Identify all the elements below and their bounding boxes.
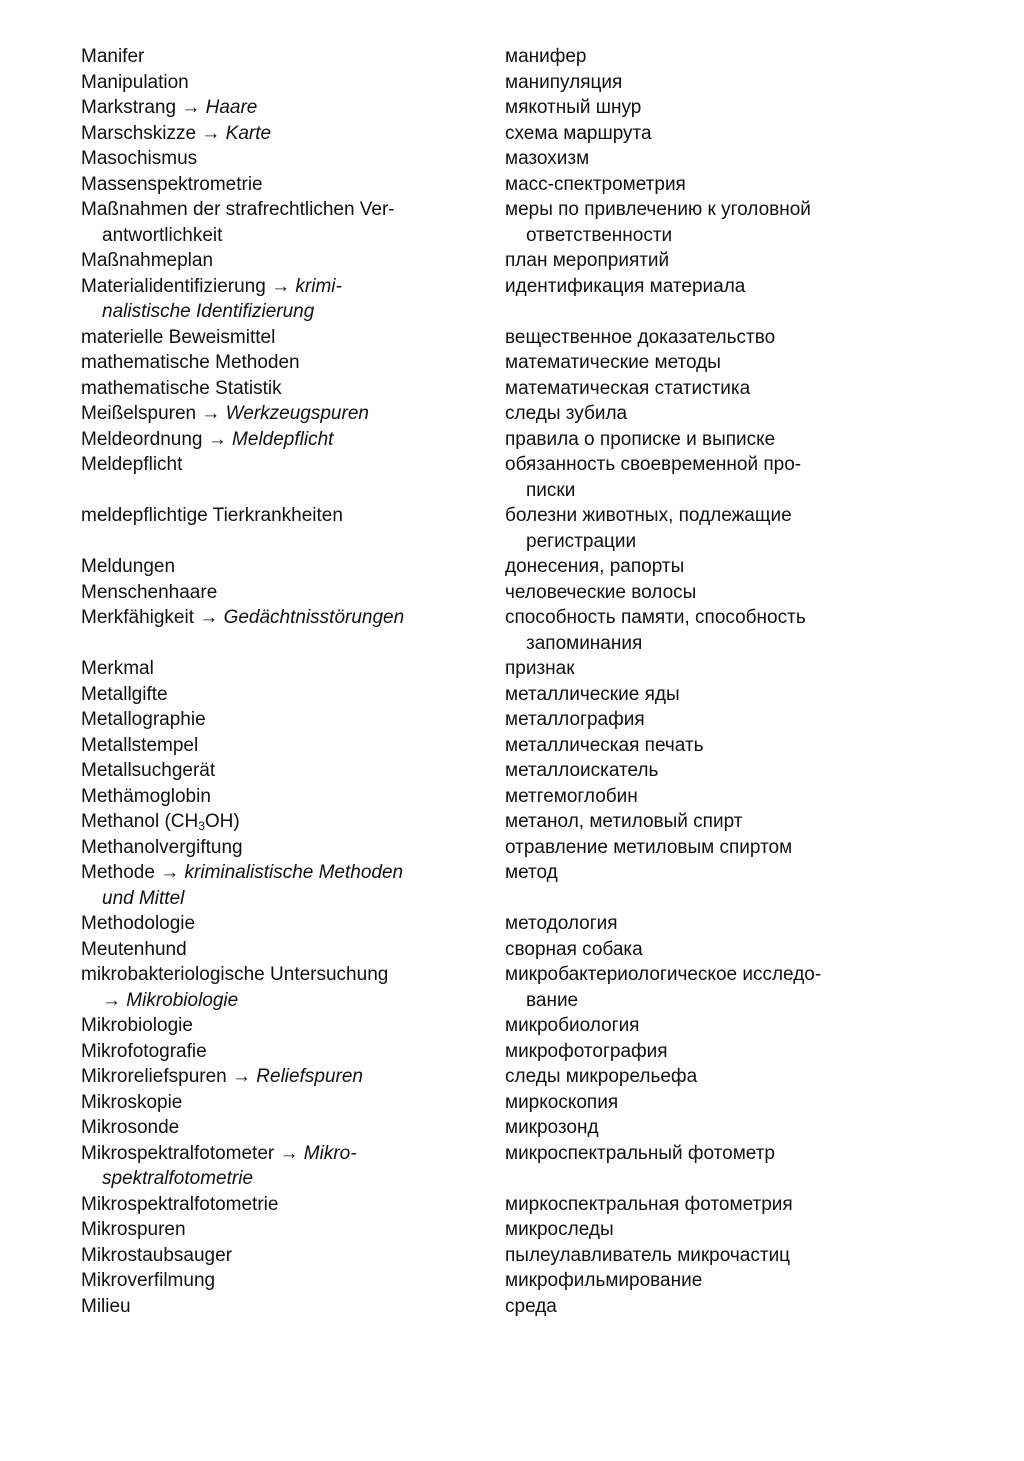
german-term: meldepflichtige Tierkrankheiten — [81, 505, 343, 526]
russian-entry — [505, 197, 885, 248]
german-term: Meißelspuren → Werkzeugspuren — [81, 403, 369, 424]
german-entry — [81, 1192, 461, 1218]
russian-translation: следы микрорельефа — [505, 1066, 698, 1087]
german-entry — [81, 1217, 461, 1243]
german-term: Meldepflicht — [81, 454, 183, 475]
russian-translation-continuation: регистрации — [526, 530, 637, 552]
german-entry — [81, 121, 461, 147]
german-entry — [81, 937, 461, 963]
spacer — [81, 631, 461, 657]
german-term: Mikrospektralfotometrie — [81, 1193, 279, 1215]
german-entry — [81, 835, 461, 861]
spacer — [81, 478, 461, 504]
russian-entry — [505, 1013, 885, 1039]
cross-reference-line — [81, 988, 461, 1014]
russian-translation: микрофотография — [505, 1040, 668, 1062]
german-entry — [81, 44, 461, 70]
cross-reference: spektralfotometrie — [102, 1168, 254, 1189]
russian-translation: микрофильмирование — [505, 1270, 703, 1291]
german-term: Maßnahmen der strafrechtlichen Ver- — [81, 199, 395, 220]
russian-entry — [505, 656, 885, 682]
german-entry — [81, 1013, 461, 1039]
russian-translation: микробактериологическое исследо- — [505, 964, 822, 985]
german-term: Markstrang → Haare — [81, 97, 258, 118]
german-term: Mikroreliefspuren → Reliefspuren — [81, 1066, 363, 1087]
russian-entry — [505, 1090, 885, 1116]
german-term: Manifer — [81, 46, 145, 67]
german-term: mikrobakteriologische Untersuchung — [81, 964, 389, 985]
cross-reference: Meldepflicht — [232, 428, 334, 450]
german-entry — [81, 758, 461, 784]
russian-translation-continuation: запоминания — [526, 632, 643, 654]
russian-entry — [505, 733, 885, 759]
german-term: Methanol $(CH_3OH)$ — [81, 811, 240, 833]
german-term: Mikrospektralfotometer → Mikro- — [81, 1142, 357, 1164]
cross-reference: Mikrobiologie — [126, 989, 239, 1011]
german-term: Methodologie — [81, 913, 196, 934]
russian-translation: следы зубила — [505, 403, 628, 424]
german-term: Mikroskopie — [81, 1091, 183, 1113]
german-entry — [81, 503, 461, 554]
russian-entry — [505, 707, 885, 733]
russian-translation: металлические яды — [505, 683, 680, 705]
russian-translation: микроследы — [505, 1219, 614, 1240]
russian-entry — [505, 95, 885, 121]
cross-reference: kriminalistische Methoden — [184, 862, 404, 883]
german-entry — [81, 605, 461, 656]
german-term: Mikroverfilmung — [81, 1270, 216, 1291]
russian-entry — [505, 809, 885, 835]
german-term: Massenspektrometrie — [81, 173, 263, 195]
german-term: Mikrofotografie — [81, 1040, 207, 1062]
german-term: Marschskizze → Karte — [81, 122, 272, 144]
russian-translation: миркоскопия — [505, 1091, 619, 1113]
german-entry — [81, 1141, 461, 1192]
russian-translation: манипуляция — [505, 71, 623, 93]
russian-translation: болезни животных, подлежащие — [505, 505, 792, 526]
german-entry — [81, 95, 461, 121]
cross-reference: Reliefspuren — [256, 1066, 363, 1087]
russian-entry — [505, 554, 885, 580]
german-term-continuation: antwortlichkeit — [102, 224, 223, 246]
russian-entry — [505, 1294, 885, 1320]
german-term: Mikrospuren — [81, 1219, 186, 1240]
german-term: Methode → kriminalistische Methoden — [81, 862, 404, 883]
russian-translation: металлическая печать — [505, 734, 704, 756]
russian-entry — [505, 452, 885, 503]
russian-translation: масс-спектрометрия — [505, 173, 686, 195]
russian-entry — [505, 503, 885, 554]
russian-translation: признак — [505, 658, 575, 679]
cross-reference-arrow-icon: → — [271, 275, 291, 297]
russian-entry — [505, 605, 885, 656]
german-term: Metallographie — [81, 709, 206, 730]
german-term: Menschenhaare — [81, 581, 218, 603]
german-entry — [81, 809, 461, 835]
cross-reference: und Mittel — [102, 887, 185, 909]
russian-translation: металлография — [505, 709, 645, 730]
russian-translation-continuation: ответственности — [526, 224, 673, 246]
russian-translation: мякотный шнур — [505, 97, 642, 118]
cross-reference-continuation — [81, 886, 461, 912]
german-term: Meldungen — [81, 556, 176, 577]
cross-reference: Gedächtnisstörungen — [223, 607, 405, 628]
russian-translation: человеческие волосы — [505, 581, 697, 603]
german-entry — [81, 197, 461, 248]
spacer — [81, 529, 461, 555]
cross-reference-continuation — [81, 1166, 461, 1192]
german-entry — [81, 682, 461, 708]
russian-translation-continuation: писки — [526, 479, 576, 501]
german-entry — [81, 427, 461, 453]
german-entry — [81, 325, 461, 351]
russian-translation: правила о прописке и выписке — [505, 428, 776, 450]
russian-entry — [505, 44, 885, 70]
russian-translation: вещественное доказательство — [505, 326, 776, 348]
german-term: Methämoglobin — [81, 785, 211, 807]
russian-entry — [505, 70, 885, 96]
german-term: Manipulation — [81, 71, 189, 93]
cross-reference: Haare — [205, 97, 258, 118]
german-entry — [81, 172, 461, 198]
russian-translation: микробиология — [505, 1015, 640, 1036]
russian-translation: схема маршрута — [505, 122, 652, 144]
german-entry — [81, 911, 461, 937]
german-entry — [81, 784, 461, 810]
cross-reference-arrow-icon: → — [102, 989, 121, 1011]
formula-subscript: 3 — [198, 819, 205, 833]
german-term: Mikrosonde — [81, 1117, 180, 1138]
russian-entry — [505, 1268, 885, 1294]
russian-entry — [505, 860, 885, 911]
russian-entry — [505, 580, 885, 606]
russian-entry — [505, 1192, 885, 1218]
german-term: mathematische Statistik — [81, 377, 282, 399]
cross-reference: Karte — [225, 122, 272, 144]
russian-entry — [505, 350, 885, 376]
russian-entry — [505, 682, 885, 708]
russian-entry — [505, 784, 885, 810]
russian-entry — [505, 758, 885, 784]
cross-reference-arrow-icon: → — [201, 403, 221, 424]
russian-translation: способность памяти, способность — [505, 607, 806, 628]
german-entry — [81, 1039, 461, 1065]
russian-entry — [505, 911, 885, 937]
cross-reference-continuation — [81, 299, 461, 325]
russian-entry — [505, 1141, 885, 1192]
russian-entry — [505, 274, 885, 325]
russian-entry — [505, 1243, 885, 1269]
russian-entry — [505, 962, 885, 1013]
spacer — [505, 299, 885, 325]
russian-translation: метод — [505, 862, 558, 883]
german-entry — [81, 1294, 461, 1320]
cross-reference-arrow-icon: → — [160, 862, 180, 883]
german-entry — [81, 860, 461, 911]
german-entry — [81, 376, 461, 402]
russian-entry — [505, 937, 885, 963]
german-term: Metallgifte — [81, 683, 168, 705]
german-entry — [81, 274, 461, 325]
cross-reference-arrow-icon: → — [232, 1066, 252, 1087]
russian-translation: миркоспектральная фотометрия — [505, 1193, 793, 1215]
russian-translations-column — [505, 44, 885, 1319]
german-entry — [81, 962, 461, 1013]
russian-entry — [505, 172, 885, 198]
german-term: Merkfähigkeit → Gedächtnisstörungen — [81, 607, 405, 628]
cross-reference-arrow-icon: → — [279, 1142, 299, 1164]
russian-translation: микроспектральный фотометр — [505, 1142, 775, 1164]
german-entry — [81, 401, 461, 427]
german-term: Materialidentifizierung → krimi- — [81, 275, 342, 297]
russian-entry — [505, 121, 885, 147]
german-entry — [81, 1064, 461, 1090]
russian-translation: среда — [505, 1295, 557, 1317]
german-term: mathematische Methoden — [81, 352, 300, 373]
russian-translation: план мероприятий — [505, 250, 670, 271]
russian-translation: мазохизм — [505, 148, 590, 169]
german-term: Methanolvergiftung — [81, 836, 243, 858]
german-entry — [81, 554, 461, 580]
german-entry — [81, 452, 461, 503]
russian-translation: обязанность своевременной про- — [505, 454, 802, 475]
german-entry — [81, 1243, 461, 1269]
russian-translation: математические методы — [505, 352, 721, 373]
german-entry — [81, 707, 461, 733]
russian-translation: манифер — [505, 46, 587, 67]
german-term: Metallstempel — [81, 734, 199, 756]
russian-entry — [505, 1217, 885, 1243]
german-term: Maßnahmeplan — [81, 250, 214, 271]
russian-entry — [505, 401, 885, 427]
german-term: Meutenhund — [81, 938, 187, 960]
german-entry — [81, 733, 461, 759]
german-term: Merkmal — [81, 658, 154, 679]
cross-reference-arrow-icon: → — [199, 607, 219, 628]
russian-entry — [505, 1064, 885, 1090]
russian-translation: математическая статистика — [505, 377, 751, 399]
russian-translation: сворная собака — [505, 938, 643, 960]
german-term: Mikrostaubsauger — [81, 1244, 233, 1266]
cross-reference: Mikro- — [303, 1142, 357, 1164]
german-entry — [81, 146, 461, 172]
cross-reference-arrow-icon: → — [207, 428, 227, 450]
german-term: materielle Beweismittel — [81, 326, 276, 348]
cross-reference-arrow-icon: → — [201, 122, 221, 144]
spacer — [505, 1166, 885, 1192]
german-entry — [81, 70, 461, 96]
russian-translation-continuation: вание — [526, 989, 579, 1011]
russian-translation: пылеулавливатель микрочастиц — [505, 1244, 791, 1266]
russian-entry — [505, 146, 885, 172]
cross-reference: krimi- — [295, 275, 342, 297]
cross-reference-arrow-icon: → — [181, 97, 201, 118]
russian-translation: металлоискатель — [505, 760, 659, 781]
russian-entry — [505, 1115, 885, 1141]
russian-translation: метгемоглобин — [505, 785, 638, 807]
russian-translation: микрозонд — [505, 1117, 599, 1138]
russian-translation: донесения, рапорты — [505, 556, 685, 577]
russian-entry — [505, 1039, 885, 1065]
russian-entry — [505, 835, 885, 861]
russian-entry — [505, 376, 885, 402]
russian-translation: метанол, метиловый спирт — [505, 811, 743, 832]
german-entry — [81, 656, 461, 682]
cross-reference: Werkzeugspuren — [225, 403, 369, 424]
german-entry — [81, 248, 461, 274]
german-term: Mikrobiologie — [81, 1015, 193, 1036]
russian-translation: меры по привлечению к уголовной — [505, 199, 811, 220]
russian-translation: идентификация материала — [505, 275, 746, 297]
german-term: Metallsuchgerät — [81, 760, 216, 781]
german-entry — [81, 1115, 461, 1141]
german-entry — [81, 350, 461, 376]
cross-reference: nalistische Identifizierung — [102, 301, 315, 322]
german-entry — [81, 1268, 461, 1294]
german-entry — [81, 580, 461, 606]
russian-entry — [505, 325, 885, 351]
russian-entry — [505, 248, 885, 274]
spacer — [505, 886, 885, 912]
german-term: Masochismus — [81, 148, 198, 169]
german-term: Milieu — [81, 1295, 131, 1317]
german-term: Meldeordnung → Meldepflicht — [81, 428, 334, 450]
russian-translation: отравление метиловым спиртом — [505, 836, 793, 858]
german-entry — [81, 1090, 461, 1116]
german-terms-column — [81, 44, 461, 1319]
russian-translation: методология — [505, 913, 618, 934]
russian-entry — [505, 427, 885, 453]
